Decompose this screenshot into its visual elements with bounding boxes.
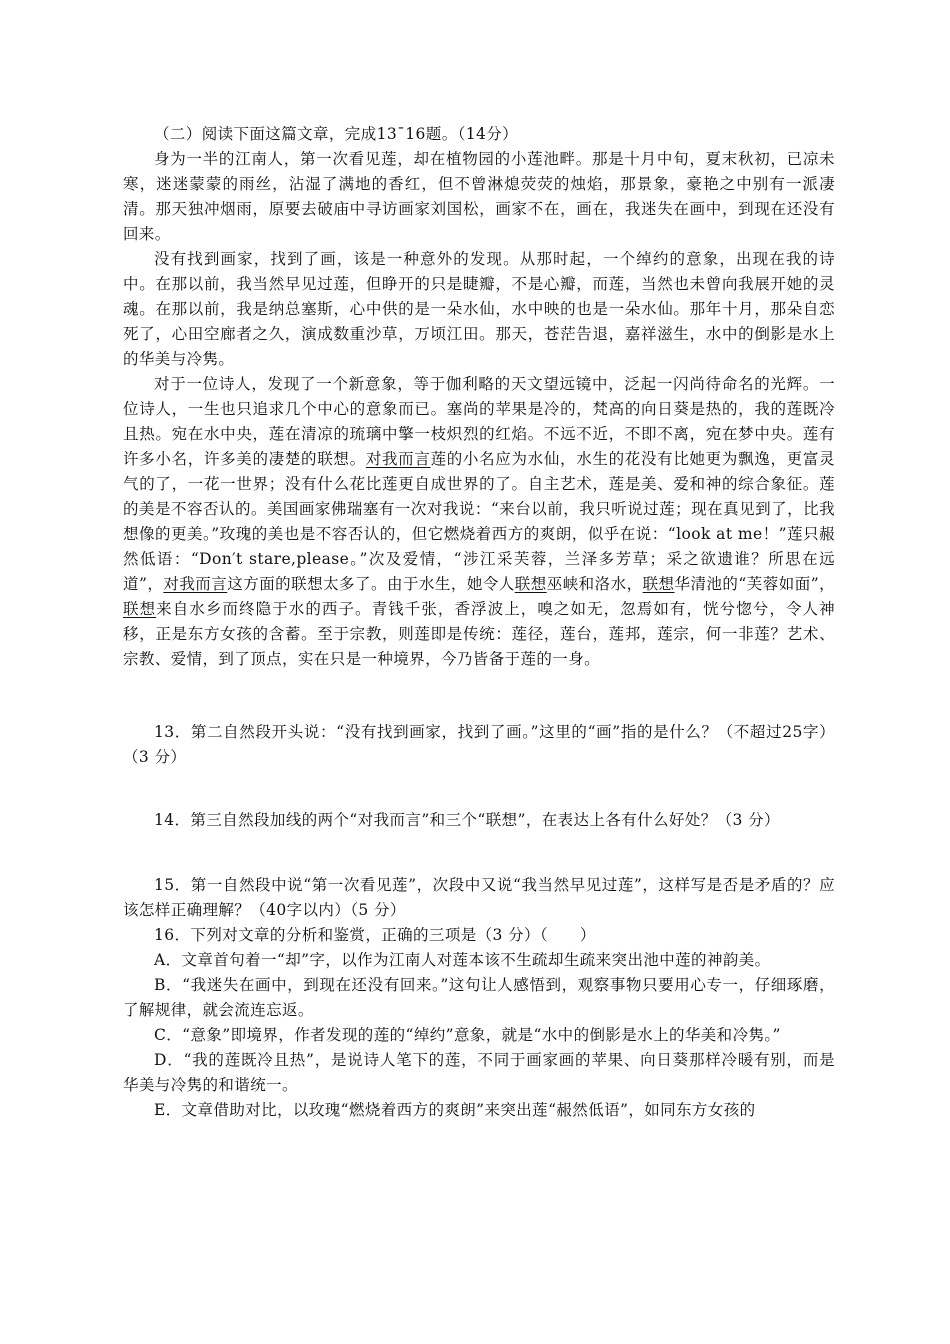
article-paragraph-3 [123,372,835,672]
paragraph-3-text: 这方面的联想太多了。由于水生，她令人 [227,575,515,593]
article-paragraph-1: 身为一半的江南人，第一次看见莲，却在植物园的小莲池畔。那是十月中旬，夏末秋初，已凉未寒，迷迷蒙蒙的雨丝，沾湿了满地的香红，但不曾淋熄荧荧的烛焰，那景象，豪艳之中别有一派凄清。那天独冲烟雨，原要去破庙中寻访画家刘国松，画家不在，画在，我迷失在画中，到现在还没有回来。 [123,150,835,243]
underlined-lianxiang-2: 联想 [642,575,675,593]
section-title: （二）阅读下面这篇文章，完成13¯16题。（14分） [154,125,519,143]
spacer [123,672,835,720]
question-16-stem: 16．下列对文章的分析和鉴赏，正确的三项是（3 分）（ ） [154,926,596,944]
answer-space [123,833,835,873]
underlined-lianxiang-1: 联想 [514,575,547,593]
question-13: 13．第二自然段开头说：“没有找到画家，找到了画。”这里的“画”指的是什么？（不超过25字）（3 分） [123,723,835,766]
document-page [123,122,835,1123]
underlined-phrase-1: 对我而言 [365,450,431,468]
option-c: C．“意象”即境界，作者发现的莲的“绰约”意象，就是“水中的倒影是水上的华美和冷隽。” [154,1026,781,1044]
paragraph-3-text: 莲的小名应为水仙，水生的花没有比她更为飘逸，更富灵气的了，一花一世界；没有什么花比莲更自成世界的了。自主艺术，莲是美、爱和神的综合象征。莲的美是不容否认的。美国画家佛瑞塞有一次对我说：“来台以前，我只听说过莲；现在真见到了，比我想像的更美。”玫瑰的美也是不容否认的，但它燃烧着西方的爽朗，似乎在说：“look at me！”莲只赧然低语：“Don′t stare,please。”次及爱情，“涉江采芙蓉，兰泽多芳草；采之欲遗谁？所思在远道”， [123,450,835,593]
article-paragraph-2: 没有找到画家，找到了画，该是一种意外的发现。从那时起，一个绰约的意象，出现在我的诗中。在那以前，我当然早见过莲，但睁开的只是睫瓣，不是心瓣，而莲，当然也未曾向我展开她的灵魂。在那以前，我是纳总塞斯，心中供的是一朵水仙，水中映的也是一朵水仙。那年十月，那朵自恋死了，心田空廊者之久，演成数重沙草，万顷江田。那天，苍茫告退，嘉祥滋生，水中的倒影是水上的华美与冷隽。 [123,250,835,368]
option-e: E．文章借助对比，以玫瑰“燃烧着西方的爽朗”来突出莲“赧然低语”，如同东方女孩的 [154,1101,756,1119]
paragraph-3-text: 对于一位诗人，发现了一个新意象，等于伽利略的天文望远镜中，泛起一闪尚待命名的光辉。一位诗人，一生也只追求几个中心的意象而已。塞尚的苹果是冷的，梵高的向日葵是热的，我的莲既冷且热。宛在水中央，莲在清凉的琉璃中擎一枝炽烈的红焰。不远不近，不即不离，宛在梦中央。莲有许多小名，许多美的凄楚的联想。 [123,375,835,468]
question-15: 15．第一自然段中说“第一次看见莲”，次段中又说“我当然早见过莲”，这样写是否是矛盾的？应该怎样正确理解？（40字以内）（5 分） [123,876,835,919]
option-a: A．文章首句着一“却”字，以作为江南人对莲本该不生疏却生疏来突出池中莲的神韵美。 [154,951,771,969]
answer-space [123,770,835,808]
option-d: D．“我的莲既冷且热”，是说诗人笔下的莲，不同于画家画的苹果、向日葵那样冷暖有别，而是华美与冷隽的和谐统一。 [123,1051,835,1094]
question-14: 14．第三自然段加线的两个“对我而言”和三个“联想”，在表达上各有什么好处？（3 分） [154,811,780,829]
paragraph-3-text: 华清池的“芙蓉如面”， [674,575,835,593]
underlined-phrase-2: 对我而言 [163,575,228,593]
paragraph-3-text: 巫峡和洛水， [546,575,643,593]
underlined-lianxiang-3: 联想 [123,600,157,618]
paragraph-3-text: 来自水乡而终隐于水的西子。青钱千张，香浮波上，嗅之如无，忽焉如有，恍兮惚兮，令人神移，正是东方女孩的含蓄。至于宗教，则莲即是传统：莲径，莲台，莲邦，莲宗，何一非莲？艺术、宗教、爱情，到了顶点，实在只是一种境界，今乃皆备于莲的一身。 [123,600,835,668]
option-b: B．“我迷失在画中，到现在还没有回来。”这句让人感悟到，观察事物只要用心专一，仔细琢磨，了解规律，就会流连忘返。 [123,976,835,1019]
